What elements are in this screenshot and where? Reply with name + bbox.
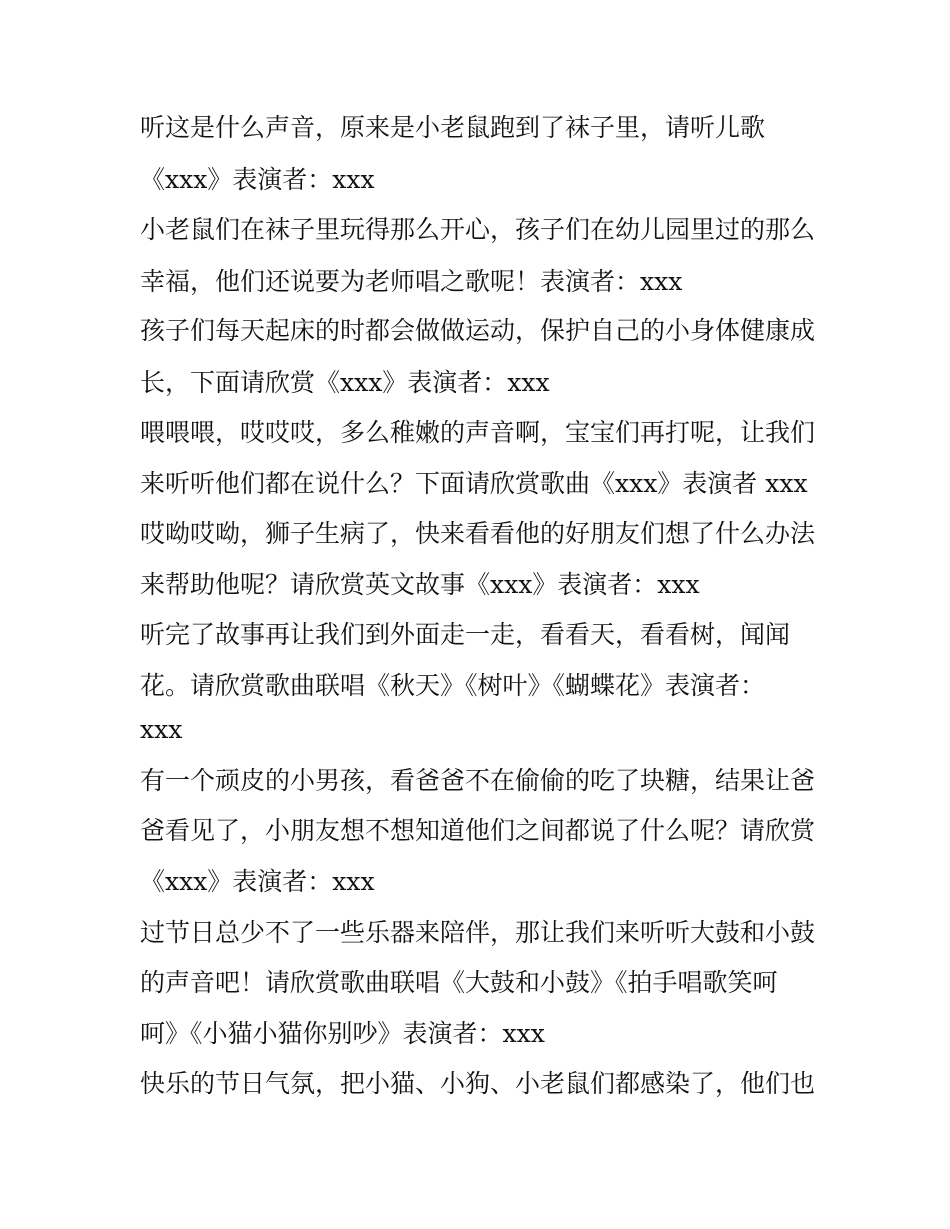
text-line: 听完了故事再让我们到外面走一走，看看天，看看树，闻闻 [140,620,791,649]
text-line: 《xxx》表演者：xxx [140,867,375,896]
text-line: 来听听他们都在说什么？下面请欣赏歌曲《xxx》表演者 xxx [140,469,808,498]
text-line: xxx [140,715,183,744]
text-line: 哎呦哎呦，狮子生病了，快来看看他的好朋友们想了什么办法 [140,519,816,548]
text-line: 过节日总少不了一些乐器来陪伴，那让我们来听听大鼓和小鼓 [140,918,816,947]
text-line: 幸福，他们还说要为老师唱之歌呢！表演者：xxx [140,267,683,296]
text-line: 喂喂喂，哎哎哎，多么稚嫩的声音啊，宝宝们再打呢，让我们 [140,418,816,447]
text-line: 呵》《小猫小猫你别吵》表演者：xxx [140,1019,545,1048]
text-line: 《xxx》表演者：xxx [140,165,375,194]
text-line: 的声音吧！请欣赏歌曲联唱《大鼓和小鼓》《拍手唱歌笑呵 [140,968,778,997]
text-line: 小老鼠们在袜子里玩得那么开心，孩子们在幼儿园里过的那么 [140,215,816,244]
text-line: 有一个顽皮的小男孩，看爸爸不在偷偷的吃了块糖，结果让爸 [140,766,816,795]
text-line: 爸看见了，小朋友想不想知道他们之间都说了什么呢？请欣赏 [140,816,816,845]
text-line: 听这是什么声音，原来是小老鼠跑到了袜子里，请听儿歌 [140,113,766,142]
text-line: 花。请欣赏歌曲联唱《秋天》《树叶》《蝴蝶花》表演者： [140,671,766,700]
text-line: 来帮助他呢？请欣赏英文故事《xxx》表演者：xxx [140,570,700,599]
text-line: 快乐的节日气氛，把小猫、小狗、小老鼠们都感染了，他们也 [140,1069,816,1098]
text-line: 孩子们每天起床的时都会做做运动，保护自己的小身体健康成 [140,316,816,345]
text-line: 长，下面请欣赏《xxx》表演者：xxx [140,368,550,397]
